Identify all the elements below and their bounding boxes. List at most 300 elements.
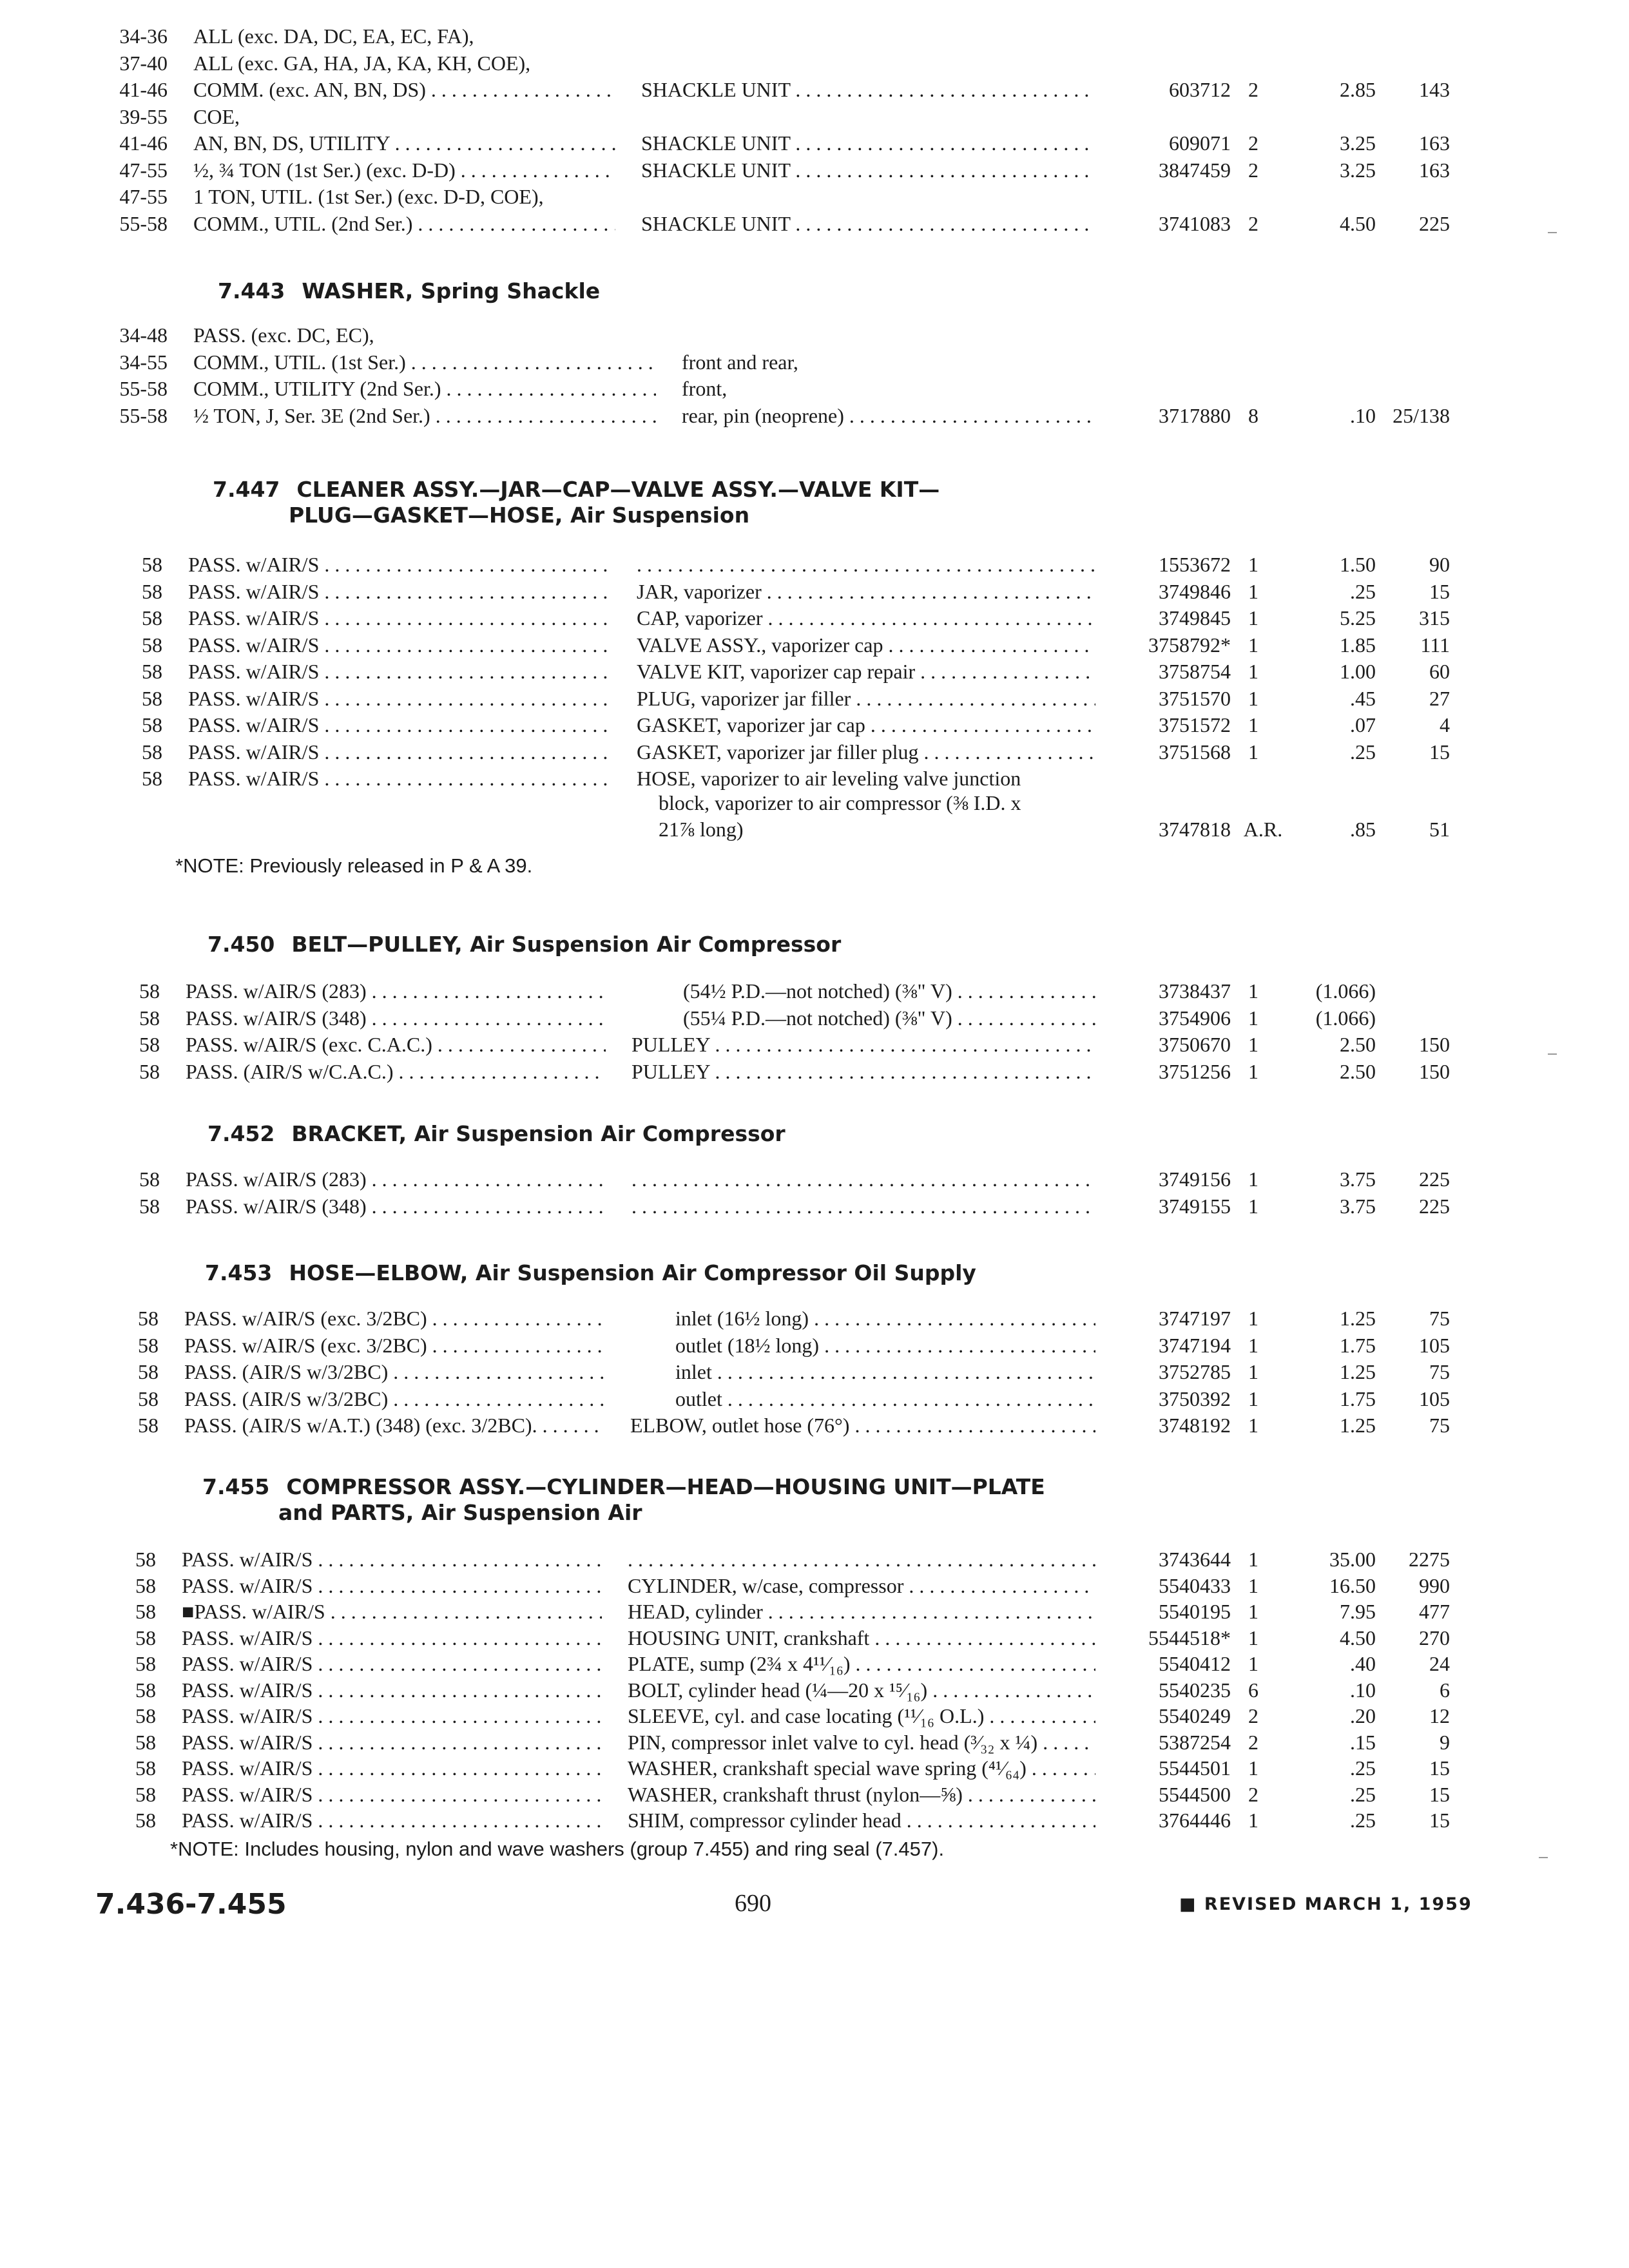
- quantity: 1: [1248, 1573, 1258, 1597]
- part-number: 3748192: [1159, 1414, 1231, 1437]
- dealer-cost: 143: [1419, 78, 1450, 101]
- item-description: VALVE ASSY., vaporizer cap . . .: [637, 632, 1095, 658]
- model-years: 58: [139, 979, 160, 1003]
- parts-row: [0, 1651, 1629, 1677]
- list-price: 3.75: [1340, 1168, 1376, 1191]
- margin-mark: [1539, 1857, 1548, 1858]
- part-number: 5387254: [1159, 1730, 1231, 1754]
- quantity: 1: [1248, 740, 1258, 764]
- dealer-cost: 225: [1419, 1194, 1450, 1218]
- model-description: PASS. w/AIR/S . . .: [188, 686, 611, 711]
- part-number: 3743644: [1159, 1548, 1231, 1571]
- dealer-cost: 51: [1429, 818, 1450, 841]
- model-description: COE,: [193, 104, 240, 128]
- model-years: 58: [135, 1548, 156, 1571]
- quantity: 2: [1248, 1704, 1258, 1727]
- list-price: 3.25: [1340, 158, 1376, 182]
- item-description: CAP, vaporizer . . .: [637, 605, 1095, 631]
- parts-row: [0, 1193, 1629, 1219]
- item-description: [631, 1166, 1095, 1192]
- model-years: 58: [135, 1600, 156, 1623]
- dealer-cost: 15: [1429, 579, 1450, 603]
- margin-mark: [1548, 232, 1557, 233]
- quantity: 1: [1248, 1548, 1258, 1571]
- dealer-cost: 15: [1429, 1782, 1450, 1806]
- group-number: 7.453: [205, 1260, 273, 1285]
- part-number: 5540433: [1159, 1573, 1231, 1597]
- group-number: 7.443: [218, 278, 285, 303]
- model-description: PASS. w/AIR/S . . .: [182, 1782, 602, 1807]
- model-description: COMM., UTIL. (1st Ser.) . . .: [193, 349, 656, 375]
- part-number: 3752785: [1159, 1360, 1231, 1383]
- model-years: 58: [139, 1006, 160, 1030]
- list-price: (1.066): [1315, 979, 1376, 1003]
- item-description: BOLT, cylinder head (¼—20 x ¹⁵⁄₁₆) . . .: [628, 1677, 1095, 1703]
- item-description: [637, 552, 1095, 577]
- item-description: front and rear,: [682, 350, 798, 374]
- dealer-cost: 75: [1429, 1360, 1450, 1383]
- parts-row: [0, 658, 1629, 684]
- part-number: 3751256: [1159, 1059, 1231, 1083]
- dealer-cost: 990: [1419, 1573, 1450, 1597]
- list-price: 1.25: [1340, 1414, 1376, 1437]
- model-years: 58: [135, 1782, 156, 1806]
- model-description: PASS. w/AIR/S . . .: [182, 1573, 602, 1599]
- part-number: 3749155: [1159, 1194, 1231, 1218]
- quantity: 2: [1248, 158, 1258, 182]
- model-description: COMM. (exc. AN, BN, DS) . . .: [193, 77, 615, 102]
- model-years: 34-48: [119, 323, 168, 347]
- part-number: 5540249: [1159, 1704, 1231, 1727]
- group-title-line2: PLUG—GASKET—HOSE,: [289, 503, 563, 528]
- model-years: 58: [135, 1730, 156, 1754]
- model-years: 58: [142, 660, 162, 683]
- item-description: 21⅞ long): [659, 818, 744, 841]
- parts-row: [0, 1546, 1629, 1572]
- group-subtitle: Air Suspension Air Compressor Oil Supply: [475, 1260, 976, 1285]
- quantity: 1: [1248, 1600, 1258, 1623]
- dealer-cost: 27: [1429, 686, 1450, 710]
- model-years: 37-40: [119, 51, 168, 75]
- model-description: PASS. w/AIR/S (348) . . .: [186, 1005, 606, 1031]
- part-number: 3747194: [1159, 1333, 1231, 1357]
- model-years: 58: [139, 1168, 160, 1191]
- parts-row: [0, 579, 1629, 604]
- parts-row: [0, 1005, 1629, 1031]
- item-description: JAR, vaporizer . . .: [637, 579, 1095, 604]
- parts-row: [0, 184, 1629, 209]
- model-years: 58: [142, 606, 162, 629]
- part-number: 3751568: [1159, 740, 1231, 764]
- quantity: 1: [1248, 633, 1258, 657]
- model-description: PASS. w/AIR/S (exc. 3/2BC) . . .: [184, 1305, 604, 1331]
- group-number: 7.455: [202, 1474, 270, 1499]
- quantity: A.R.: [1243, 818, 1283, 841]
- quantity: 2: [1248, 1782, 1258, 1806]
- quantity: 2: [1248, 131, 1258, 155]
- model-years: 58: [142, 713, 162, 736]
- parts-row: [0, 349, 1629, 375]
- quantity: 1: [1248, 1809, 1258, 1832]
- item-description: PLATE, sump (2¾ x 4¹¹⁄₁₆) . . .: [628, 1651, 1095, 1677]
- dealer-cost: 12: [1429, 1704, 1450, 1727]
- model-description: PASS. (AIR/S w/3/2BC) . . .: [184, 1386, 604, 1412]
- model-years: 39-55: [119, 104, 168, 128]
- list-price: 1.25: [1340, 1307, 1376, 1330]
- note-7447: *NOTE: Previously released in P & A 39.: [175, 854, 533, 877]
- dealer-cost: 9: [1440, 1730, 1450, 1754]
- list-price: 1.25: [1340, 1360, 1376, 1383]
- list-price: (1.066): [1315, 1006, 1376, 1030]
- item-description: PLUG, vaporizer jar filler . . .: [637, 686, 1095, 711]
- list-price: 2.50: [1340, 1059, 1376, 1083]
- quantity: 1: [1248, 686, 1258, 710]
- model-description: PASS. w/AIR/S . . .: [182, 1677, 602, 1703]
- group-title-line1: COMPRESSOR ASSY.—CYLINDER—HEAD—HOUSING UNIT—PLATE: [286, 1474, 1045, 1499]
- item-description: [631, 1193, 1095, 1219]
- model-years: 58: [135, 1652, 156, 1675]
- model-years: 58: [138, 1414, 159, 1437]
- quantity: 1: [1248, 1194, 1258, 1218]
- section-heading-7447-line2: [289, 503, 749, 528]
- quantity: 1: [1248, 1756, 1258, 1780]
- model-years: 58: [138, 1333, 159, 1357]
- dealer-cost: 111: [1420, 633, 1450, 657]
- quantity: 1: [1248, 1387, 1258, 1410]
- model-years: 55-58: [119, 377, 168, 400]
- list-price: .85: [1350, 818, 1376, 841]
- section-heading-7450: [207, 932, 841, 957]
- model-description: PASS. w/AIR/S . . .: [188, 605, 611, 631]
- group-subtitle: Air Suspension: [570, 503, 750, 528]
- quantity: 1: [1248, 660, 1258, 683]
- dealer-cost: 4: [1440, 713, 1450, 736]
- model-years: 58: [135, 1626, 156, 1649]
- dealer-cost: 105: [1419, 1333, 1450, 1357]
- quantity: 2: [1248, 211, 1258, 235]
- quantity: 1: [1248, 1033, 1258, 1056]
- quantity: 6: [1248, 1678, 1258, 1702]
- model-years: 34-36: [119, 24, 168, 48]
- item-description: SHACKLE UNIT . . .: [641, 77, 1095, 102]
- part-number: 3751570: [1159, 686, 1231, 710]
- part-number: 3758754: [1159, 660, 1231, 683]
- quantity: 1: [1248, 553, 1258, 576]
- model-description: PASS. (AIR/S w/3/2BC) . . .: [184, 1359, 604, 1385]
- model-description: COMM., UTIL. (2nd Ser.) . . .: [193, 211, 615, 236]
- item-description: SHACKLE UNIT . . .: [641, 157, 1095, 183]
- footer-group-range: 7.436-7.455: [95, 1888, 287, 1921]
- model-description: PASS. w/AIR/S (283) . . .: [186, 978, 606, 1004]
- part-number: 5540412: [1159, 1652, 1231, 1675]
- margin-mark: [1548, 1053, 1557, 1055]
- dealer-cost: 477: [1419, 1600, 1450, 1623]
- part-number: 609071: [1169, 131, 1231, 155]
- parts-row: [0, 632, 1629, 658]
- parts-row: [0, 1573, 1629, 1599]
- part-number: 3741083: [1159, 211, 1231, 235]
- model-years: 58: [135, 1573, 156, 1597]
- parts-row: [0, 1755, 1629, 1781]
- dealer-cost: 6: [1440, 1678, 1450, 1702]
- dealer-cost: 225: [1419, 211, 1450, 235]
- dealer-cost: 75: [1429, 1307, 1450, 1330]
- group-subtitle: Air Suspension Air Compressor: [414, 1121, 786, 1146]
- part-number: 1553672: [1159, 553, 1231, 576]
- parts-row: [0, 1059, 1629, 1084]
- model-years: 58: [138, 1307, 159, 1330]
- model-years: 47-55: [119, 158, 168, 182]
- item-description: PULLEY . . .: [631, 1032, 1095, 1057]
- parts-row: [0, 1359, 1629, 1385]
- model-years: 55-58: [119, 211, 168, 235]
- list-price: .25: [1350, 579, 1376, 603]
- parts-row: [0, 1703, 1629, 1729]
- list-price: .10: [1350, 1678, 1376, 1702]
- quantity: 8: [1248, 403, 1258, 427]
- parts-row: [0, 1305, 1629, 1331]
- item-description: HOSE, vaporizer to air leveling valve junction: [637, 767, 1021, 790]
- parts-row: [0, 1386, 1629, 1412]
- list-price: 1.85: [1340, 633, 1376, 657]
- part-number: 5540235: [1159, 1678, 1231, 1702]
- quantity: 1: [1248, 1006, 1258, 1030]
- list-price: 1.75: [1340, 1333, 1376, 1357]
- model-description: ALL (exc. GA, HA, JA, KA, KH, COE),: [193, 51, 531, 75]
- list-price: 4.50: [1340, 1626, 1376, 1649]
- model-description: PASS. w/AIR/S . . .: [188, 552, 611, 577]
- dealer-cost: 105: [1419, 1387, 1450, 1410]
- item-description: (55¼ P.D.—not notched) (⅜" V) . . .: [683, 1005, 1095, 1031]
- section-heading-7443: [218, 278, 600, 304]
- list-price: 1.75: [1340, 1387, 1376, 1410]
- quantity: 2: [1248, 1730, 1258, 1754]
- model-years: 58: [142, 553, 162, 576]
- item-description: PULLEY . . .: [631, 1059, 1095, 1084]
- part-number: 3758792*: [1148, 633, 1231, 657]
- part-number: 3847459: [1159, 158, 1231, 182]
- parts-row: [0, 686, 1629, 711]
- parts-row: [0, 1332, 1629, 1358]
- dealer-cost: 150: [1419, 1059, 1450, 1083]
- model-description: ½, ¾ TON (1st Ser.) (exc. D-D) . . .: [193, 157, 615, 183]
- list-price: 2.85: [1340, 78, 1376, 101]
- model-description: PASS. (exc. DC, EC),: [193, 323, 374, 347]
- model-years: 58: [138, 1387, 159, 1410]
- quantity: 1: [1248, 1333, 1258, 1357]
- model-description: ALL (exc. DA, DC, EA, EC, FA),: [193, 24, 474, 48]
- model-description: PASS. w/AIR/S . . .: [182, 1729, 602, 1755]
- model-years: 47-55: [119, 185, 168, 208]
- list-price: .25: [1350, 740, 1376, 764]
- part-number: 3750670: [1159, 1033, 1231, 1056]
- list-price: 7.95: [1340, 1600, 1376, 1623]
- quantity: 1: [1248, 1414, 1258, 1437]
- dealer-cost: 163: [1419, 131, 1450, 155]
- group-number: 7.447: [213, 477, 280, 502]
- list-price: 35.00: [1329, 1548, 1376, 1571]
- quantity: 1: [1248, 1626, 1258, 1649]
- model-years: 55-58: [119, 403, 168, 427]
- group-title: HOSE—ELBOW,: [289, 1260, 468, 1285]
- model-description: PASS. w/AIR/S . . .: [188, 579, 611, 604]
- model-description: PASS. w/AIR/S . . .: [188, 765, 611, 791]
- quantity: 2: [1248, 78, 1258, 101]
- model-years: 58: [135, 1809, 156, 1832]
- footer-revision: ■ REVISED MARCH 1, 1959: [1179, 1894, 1472, 1914]
- model-years: 58: [142, 633, 162, 657]
- dealer-cost: 15: [1429, 1756, 1450, 1780]
- dealer-cost: 270: [1419, 1626, 1450, 1649]
- group-title: BELT—PULLEY,: [291, 932, 463, 957]
- dealer-cost: 163: [1419, 158, 1450, 182]
- item-description: CYLINDER, w/case, compressor . . .: [628, 1573, 1095, 1599]
- part-number: 603712: [1169, 78, 1231, 101]
- group-title: WASHER, Spring Shackle: [302, 278, 601, 303]
- part-number: 3750392: [1159, 1387, 1231, 1410]
- group-title: BRACKET,: [291, 1121, 407, 1146]
- model-years: 58: [135, 1678, 156, 1702]
- model-years: 58: [135, 1704, 156, 1727]
- hose-final-row: [0, 816, 1629, 842]
- dealer-cost: 24: [1429, 1652, 1450, 1675]
- dealer-cost: 75: [1429, 1414, 1450, 1437]
- model-description: AN, BN, DS, UTILITY . . .: [193, 130, 615, 156]
- parts-row: [0, 23, 1629, 49]
- model-description: PASS. w/AIR/S . . .: [182, 1625, 602, 1651]
- list-price: 1.50: [1340, 553, 1376, 576]
- model-description: PASS. w/AIR/S . . .: [188, 739, 611, 765]
- part-number: 3717880: [1159, 403, 1231, 427]
- quantity: 1: [1248, 1652, 1258, 1675]
- section-heading-7452: [207, 1121, 786, 1147]
- item-description: (54½ P.D.—not notched) (⅜" V) . . .: [683, 978, 1095, 1004]
- parts-row: [0, 157, 1629, 183]
- model-description: COMM., UTILITY (2nd Ser.) . . .: [193, 376, 656, 401]
- group-title-line1: CLEANER ASSY.—JAR—CAP—VALVE ASSY.—VALVE KIT—: [296, 477, 940, 502]
- quantity: 1: [1248, 979, 1258, 1003]
- section-heading-7453: [205, 1260, 976, 1286]
- parts-row: [0, 77, 1629, 102]
- model-description: PASS. w/AIR/S . . .: [182, 1546, 602, 1572]
- dealer-cost: 2275: [1409, 1548, 1450, 1571]
- section-heading-7455-line2: [278, 1500, 642, 1526]
- list-price: .45: [1350, 686, 1376, 710]
- list-price: 2.50: [1340, 1033, 1376, 1056]
- item-description: WASHER, crankshaft special wave spring (⁴¹⁄₆₄) . . .: [628, 1755, 1095, 1781]
- model-description: PASS. w/AIR/S (exc. 3/2BC) . . .: [184, 1332, 604, 1358]
- parts-row: [0, 1729, 1629, 1755]
- model-description: PASS. w/AIR/S (283) . . .: [186, 1166, 606, 1192]
- model-description: PASS. (AIR/S w/A.T.) (348) (exc. 3/2BC). . . .: [184, 1412, 604, 1438]
- group-subtitle: Air Suspension Air: [421, 1500, 642, 1525]
- parts-row: [0, 765, 1629, 791]
- dealer-cost: 25/138: [1393, 403, 1450, 427]
- group-number: 7.450: [207, 932, 275, 957]
- part-number: 5540195: [1159, 1600, 1231, 1623]
- parts-row: [0, 1412, 1629, 1438]
- quantity: 1: [1248, 606, 1258, 629]
- list-price: 4.50: [1340, 211, 1376, 235]
- model-years: 41-46: [119, 78, 168, 101]
- part-number: 5544501: [1159, 1756, 1231, 1780]
- parts-row: [0, 403, 1629, 428]
- list-price: .20: [1350, 1704, 1376, 1727]
- part-number: 3747197: [1159, 1307, 1231, 1330]
- item-description: SHIM, compressor cylinder head . . .: [628, 1807, 1095, 1833]
- item-description: ELBOW, outlet hose (76°) . . .: [630, 1412, 1095, 1438]
- item-description: [628, 1546, 1095, 1572]
- part-number: 3747818: [1159, 818, 1231, 841]
- quantity: 1: [1248, 1168, 1258, 1191]
- parts-row: [0, 1032, 1629, 1057]
- item-description: rear, pin (neoprene) . . .: [682, 403, 1095, 428]
- model-years: 58: [142, 686, 162, 710]
- list-price: .25: [1350, 1809, 1376, 1832]
- parts-row: [0, 322, 1629, 348]
- parts-row: [0, 1782, 1629, 1807]
- dealer-cost: 150: [1419, 1033, 1450, 1056]
- part-number: 3749846: [1159, 579, 1231, 603]
- list-price: .10: [1350, 403, 1376, 427]
- model-description: PASS. w/AIR/S . . .: [182, 1703, 602, 1729]
- list-price: 5.25: [1340, 606, 1376, 629]
- item-description: outlet . . .: [675, 1386, 1095, 1412]
- note-7455: *NOTE: Includes housing, nylon and wave washers (group 7.455) and ring seal (7.457).: [170, 1838, 945, 1860]
- model-description: PASS. w/AIR/S . . .: [182, 1651, 602, 1677]
- parts-row: [0, 1625, 1629, 1651]
- model-years: 58: [135, 1756, 156, 1780]
- section-heading-7447: [213, 477, 940, 503]
- list-price: .25: [1350, 1756, 1376, 1780]
- quantity: 1: [1248, 713, 1258, 736]
- model-description: PASS. w/AIR/S . . .: [188, 658, 611, 684]
- dealer-cost: 225: [1419, 1168, 1450, 1191]
- parts-row: [0, 211, 1629, 236]
- list-price: 3.25: [1340, 131, 1376, 155]
- parts-row: [0, 376, 1629, 401]
- parts-row: [0, 104, 1629, 130]
- part-number: 3749845: [1159, 606, 1231, 629]
- part-number: 3749156: [1159, 1168, 1231, 1191]
- group-number: 7.452: [207, 1121, 275, 1146]
- dealer-cost: 15: [1429, 1809, 1450, 1832]
- model-description: ■PASS. w/AIR/S . . .: [182, 1599, 602, 1624]
- model-years: 58: [138, 1360, 159, 1383]
- group-subtitle: Air Suspension Air Compressor: [470, 932, 842, 957]
- item-description: inlet (16½ long) . . .: [675, 1305, 1095, 1331]
- list-price: .25: [1350, 1782, 1376, 1806]
- item-description: GASKET, vaporizer jar cap . . .: [637, 712, 1095, 738]
- quantity: 1: [1248, 1307, 1258, 1330]
- parts-row: [0, 1599, 1629, 1624]
- item-description: HOUSING UNIT, crankshaft . . .: [628, 1625, 1095, 1651]
- quantity: 1: [1248, 579, 1258, 603]
- list-price: .40: [1350, 1652, 1376, 1675]
- model-years: 58: [142, 740, 162, 764]
- model-description: 1 TON, UTIL. (1st Ser.) (exc. D-D, COE),: [193, 185, 544, 208]
- model-description: PASS. w/AIR/S . . .: [188, 632, 611, 658]
- model-years: 58: [139, 1194, 160, 1218]
- parts-row: [0, 712, 1629, 738]
- list-price: 1.00: [1340, 660, 1376, 683]
- parts-row: [0, 605, 1629, 631]
- item-description: front,: [682, 377, 728, 400]
- group-title-line2: and PARTS,: [278, 1500, 414, 1525]
- list-price: .07: [1350, 713, 1376, 736]
- parts-row: [0, 739, 1629, 765]
- model-description: PASS. w/AIR/S . . .: [182, 1755, 602, 1781]
